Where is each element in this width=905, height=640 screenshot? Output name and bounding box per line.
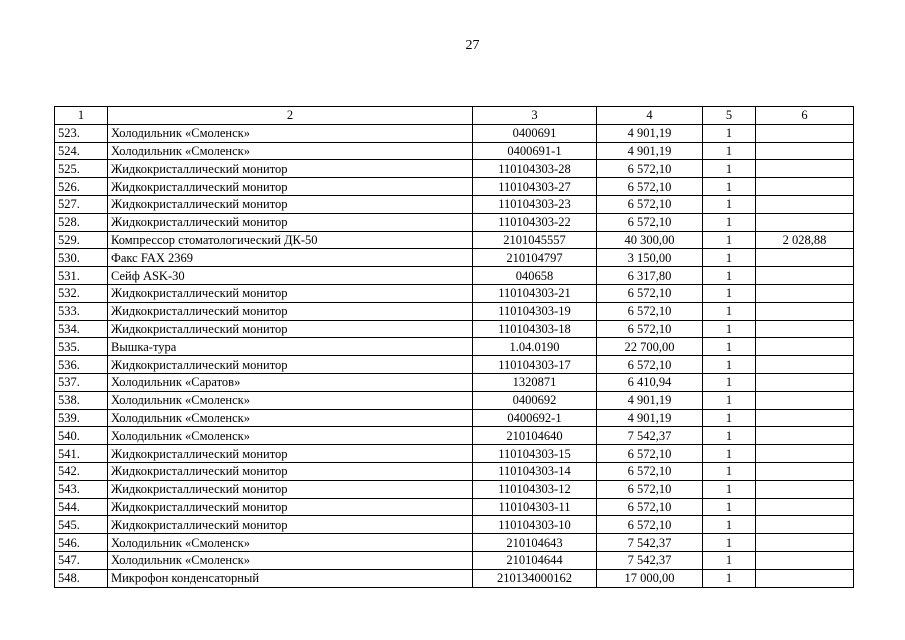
item-name: Вышка-тура bbox=[108, 338, 473, 356]
item-value: 4 901,19 bbox=[597, 124, 703, 142]
row-number: 530. bbox=[55, 249, 108, 267]
item-extra bbox=[756, 249, 854, 267]
table-row bbox=[55, 356, 854, 374]
table-row bbox=[55, 320, 854, 338]
inventory-number: 210104644 bbox=[473, 551, 597, 569]
item-name: Жидкокристаллический монитор bbox=[108, 356, 473, 374]
column-header: 2 bbox=[108, 107, 473, 125]
item-name: Жидкокристаллический монитор bbox=[108, 160, 473, 178]
inventory-number: 040658 bbox=[473, 267, 597, 285]
column-header: 5 bbox=[703, 107, 756, 125]
header-row bbox=[55, 107, 854, 125]
item-quantity: 1 bbox=[703, 302, 756, 320]
table-row bbox=[55, 480, 854, 498]
item-name: Жидкокристаллический монитор bbox=[108, 302, 473, 320]
row-number: 528. bbox=[55, 213, 108, 231]
row-number: 543. bbox=[55, 480, 108, 498]
item-name: Жидкокристаллический монитор bbox=[108, 284, 473, 302]
item-extra bbox=[756, 427, 854, 445]
item-extra bbox=[756, 373, 854, 391]
item-value: 6 572,10 bbox=[597, 320, 703, 338]
inventory-number: 1320871 bbox=[473, 373, 597, 391]
row-number: 544. bbox=[55, 498, 108, 516]
item-value: 7 542,37 bbox=[597, 427, 703, 445]
item-quantity: 1 bbox=[703, 356, 756, 374]
item-value: 4 901,19 bbox=[597, 142, 703, 160]
item-quantity: 1 bbox=[703, 427, 756, 445]
item-value: 6 572,10 bbox=[597, 302, 703, 320]
item-quantity: 1 bbox=[703, 195, 756, 213]
table-row bbox=[55, 534, 854, 552]
row-number: 535. bbox=[55, 338, 108, 356]
item-quantity: 1 bbox=[703, 213, 756, 231]
item-quantity: 1 bbox=[703, 267, 756, 285]
item-quantity: 1 bbox=[703, 284, 756, 302]
item-value: 7 542,37 bbox=[597, 534, 703, 552]
page-number: 27 bbox=[465, 38, 480, 53]
item-value: 6 317,80 bbox=[597, 267, 703, 285]
item-extra bbox=[756, 445, 854, 463]
item-name: Холодильник «Смоленск» bbox=[108, 551, 473, 569]
item-quantity: 1 bbox=[703, 409, 756, 427]
item-quantity: 1 bbox=[703, 445, 756, 463]
item-extra bbox=[756, 391, 854, 409]
item-extra: 2 028,88 bbox=[756, 231, 854, 249]
item-name: Холодильник «Смоленск» bbox=[108, 409, 473, 427]
item-quantity: 1 bbox=[703, 320, 756, 338]
table-row bbox=[55, 516, 854, 534]
column-header: 3 bbox=[473, 107, 597, 125]
inventory-number: 110104303-19 bbox=[473, 302, 597, 320]
item-quantity: 1 bbox=[703, 462, 756, 480]
column-header: 1 bbox=[55, 107, 108, 125]
item-name: Жидкокристаллический монитор bbox=[108, 445, 473, 463]
row-number: 546. bbox=[55, 534, 108, 552]
item-extra bbox=[756, 569, 854, 587]
item-quantity: 1 bbox=[703, 160, 756, 178]
item-value: 6 572,10 bbox=[597, 498, 703, 516]
item-value: 7 542,37 bbox=[597, 551, 703, 569]
table-row bbox=[55, 427, 854, 445]
inventory-table bbox=[54, 106, 854, 588]
row-number: 548. bbox=[55, 569, 108, 587]
item-value: 6 572,10 bbox=[597, 480, 703, 498]
column-header: 4 bbox=[597, 107, 703, 125]
row-number: 538. bbox=[55, 391, 108, 409]
item-name: Холодильник «Саратов» bbox=[108, 373, 473, 391]
item-name: Компрессор стоматологический ДК-50 bbox=[108, 231, 473, 249]
table-row bbox=[55, 231, 854, 249]
item-extra bbox=[756, 142, 854, 160]
row-number: 534. bbox=[55, 320, 108, 338]
row-number: 529. bbox=[55, 231, 108, 249]
item-extra bbox=[756, 213, 854, 231]
item-quantity: 1 bbox=[703, 142, 756, 160]
row-number: 523. bbox=[55, 124, 108, 142]
item-extra bbox=[756, 178, 854, 196]
item-extra bbox=[756, 516, 854, 534]
item-extra bbox=[756, 195, 854, 213]
table-row bbox=[55, 445, 854, 463]
inventory-number: 0400692 bbox=[473, 391, 597, 409]
item-quantity: 1 bbox=[703, 249, 756, 267]
item-quantity: 1 bbox=[703, 551, 756, 569]
item-name: Жидкокристаллический монитор bbox=[108, 320, 473, 338]
item-quantity: 1 bbox=[703, 178, 756, 196]
item-extra bbox=[756, 356, 854, 374]
row-number: 547. bbox=[55, 551, 108, 569]
row-number: 525. bbox=[55, 160, 108, 178]
table-row bbox=[55, 124, 854, 142]
row-number: 542. bbox=[55, 462, 108, 480]
item-name: Холодильник «Смоленск» bbox=[108, 427, 473, 445]
item-value: 6 572,10 bbox=[597, 160, 703, 178]
item-value: 4 901,19 bbox=[597, 391, 703, 409]
inventory-number: 2101045557 bbox=[473, 231, 597, 249]
table-row bbox=[55, 302, 854, 320]
table-row bbox=[55, 391, 854, 409]
inventory-number: 110104303-28 bbox=[473, 160, 597, 178]
table-row bbox=[55, 142, 854, 160]
table-row bbox=[55, 284, 854, 302]
item-extra bbox=[756, 124, 854, 142]
item-value: 6 572,10 bbox=[597, 284, 703, 302]
item-value: 17 000,00 bbox=[597, 569, 703, 587]
item-extra bbox=[756, 320, 854, 338]
item-quantity: 1 bbox=[703, 516, 756, 534]
column-header: 6 bbox=[756, 107, 854, 125]
item-extra bbox=[756, 409, 854, 427]
item-name: Микрофон конденсаторный bbox=[108, 569, 473, 587]
inventory-number: 110104303-27 bbox=[473, 178, 597, 196]
table-row bbox=[55, 213, 854, 231]
row-number: 541. bbox=[55, 445, 108, 463]
item-quantity: 1 bbox=[703, 569, 756, 587]
item-quantity: 1 bbox=[703, 534, 756, 552]
inventory-number: 210134000162 bbox=[473, 569, 597, 587]
item-quantity: 1 bbox=[703, 498, 756, 516]
item-name: Жидкокристаллический монитор bbox=[108, 516, 473, 534]
item-value: 6 572,10 bbox=[597, 356, 703, 374]
item-value: 4 901,19 bbox=[597, 409, 703, 427]
item-extra bbox=[756, 534, 854, 552]
inventory-number: 110104303-17 bbox=[473, 356, 597, 374]
inventory-number: 0400692-1 bbox=[473, 409, 597, 427]
item-quantity: 1 bbox=[703, 373, 756, 391]
row-number: 524. bbox=[55, 142, 108, 160]
inventory-number: 110104303-10 bbox=[473, 516, 597, 534]
item-quantity: 1 bbox=[703, 480, 756, 498]
inventory-number: 0400691 bbox=[473, 124, 597, 142]
item-value: 6 572,10 bbox=[597, 445, 703, 463]
row-number: 540. bbox=[55, 427, 108, 445]
item-extra bbox=[756, 480, 854, 498]
item-name: Жидкокристаллический монитор bbox=[108, 213, 473, 231]
item-extra bbox=[756, 498, 854, 516]
row-number: 531. bbox=[55, 267, 108, 285]
item-value: 6 572,10 bbox=[597, 178, 703, 196]
row-number: 545. bbox=[55, 516, 108, 534]
item-name: Жидкокристаллический монитор bbox=[108, 480, 473, 498]
row-number: 536. bbox=[55, 356, 108, 374]
inventory-number: 110104303-11 bbox=[473, 498, 597, 516]
table-row bbox=[55, 569, 854, 587]
item-extra bbox=[756, 338, 854, 356]
row-number: 537. bbox=[55, 373, 108, 391]
item-name: Факс FAX 2369 bbox=[108, 249, 473, 267]
inventory-number: 210104643 bbox=[473, 534, 597, 552]
item-value: 6 572,10 bbox=[597, 462, 703, 480]
item-quantity: 1 bbox=[703, 124, 756, 142]
item-name: Холодильник «Смоленск» bbox=[108, 534, 473, 552]
inventory-number: 110104303-18 bbox=[473, 320, 597, 338]
table-row bbox=[55, 195, 854, 213]
item-extra bbox=[756, 462, 854, 480]
inventory-number: 110104303-15 bbox=[473, 445, 597, 463]
item-name: Сейф ASK-30 bbox=[108, 267, 473, 285]
item-value: 6 572,10 bbox=[597, 516, 703, 534]
item-quantity: 1 bbox=[703, 231, 756, 249]
table-row bbox=[55, 338, 854, 356]
row-number: 532. bbox=[55, 284, 108, 302]
item-value: 6 410,94 bbox=[597, 373, 703, 391]
item-extra bbox=[756, 302, 854, 320]
row-number: 526. bbox=[55, 178, 108, 196]
item-extra bbox=[756, 551, 854, 569]
item-name: Жидкокристаллический монитор bbox=[108, 498, 473, 516]
table-row bbox=[55, 160, 854, 178]
inventory-number: 110104303-12 bbox=[473, 480, 597, 498]
inventory-number: 1.04.0190 bbox=[473, 338, 597, 356]
inventory-number: 110104303-21 bbox=[473, 284, 597, 302]
row-number: 533. bbox=[55, 302, 108, 320]
item-name: Холодильник «Смоленск» bbox=[108, 124, 473, 142]
item-quantity: 1 bbox=[703, 338, 756, 356]
table-row bbox=[55, 267, 854, 285]
inventory-number: 210104797 bbox=[473, 249, 597, 267]
item-extra bbox=[756, 160, 854, 178]
table-row bbox=[55, 498, 854, 516]
item-value: 3 150,00 bbox=[597, 249, 703, 267]
table-row bbox=[55, 409, 854, 427]
row-number: 539. bbox=[55, 409, 108, 427]
item-name: Жидкокристаллический монитор bbox=[108, 178, 473, 196]
inventory-number: 110104303-23 bbox=[473, 195, 597, 213]
item-value: 22 700,00 bbox=[597, 338, 703, 356]
item-extra bbox=[756, 267, 854, 285]
inventory-number: 210104640 bbox=[473, 427, 597, 445]
item-name: Жидкокристаллический монитор bbox=[108, 462, 473, 480]
table-row bbox=[55, 373, 854, 391]
item-name: Холодильник «Смоленск» bbox=[108, 142, 473, 160]
table-body bbox=[55, 124, 854, 587]
row-number: 527. bbox=[55, 195, 108, 213]
item-quantity: 1 bbox=[703, 391, 756, 409]
inventory-number: 0400691-1 bbox=[473, 142, 597, 160]
item-value: 6 572,10 bbox=[597, 213, 703, 231]
table-row bbox=[55, 462, 854, 480]
item-name: Холодильник «Смоленск» bbox=[108, 391, 473, 409]
inventory-number: 110104303-14 bbox=[473, 462, 597, 480]
item-value: 40 300,00 bbox=[597, 231, 703, 249]
item-name: Жидкокристаллический монитор bbox=[108, 195, 473, 213]
item-extra bbox=[756, 284, 854, 302]
table-row bbox=[55, 178, 854, 196]
table-row bbox=[55, 551, 854, 569]
table-row bbox=[55, 249, 854, 267]
item-value: 6 572,10 bbox=[597, 195, 703, 213]
inventory-number: 110104303-22 bbox=[473, 213, 597, 231]
